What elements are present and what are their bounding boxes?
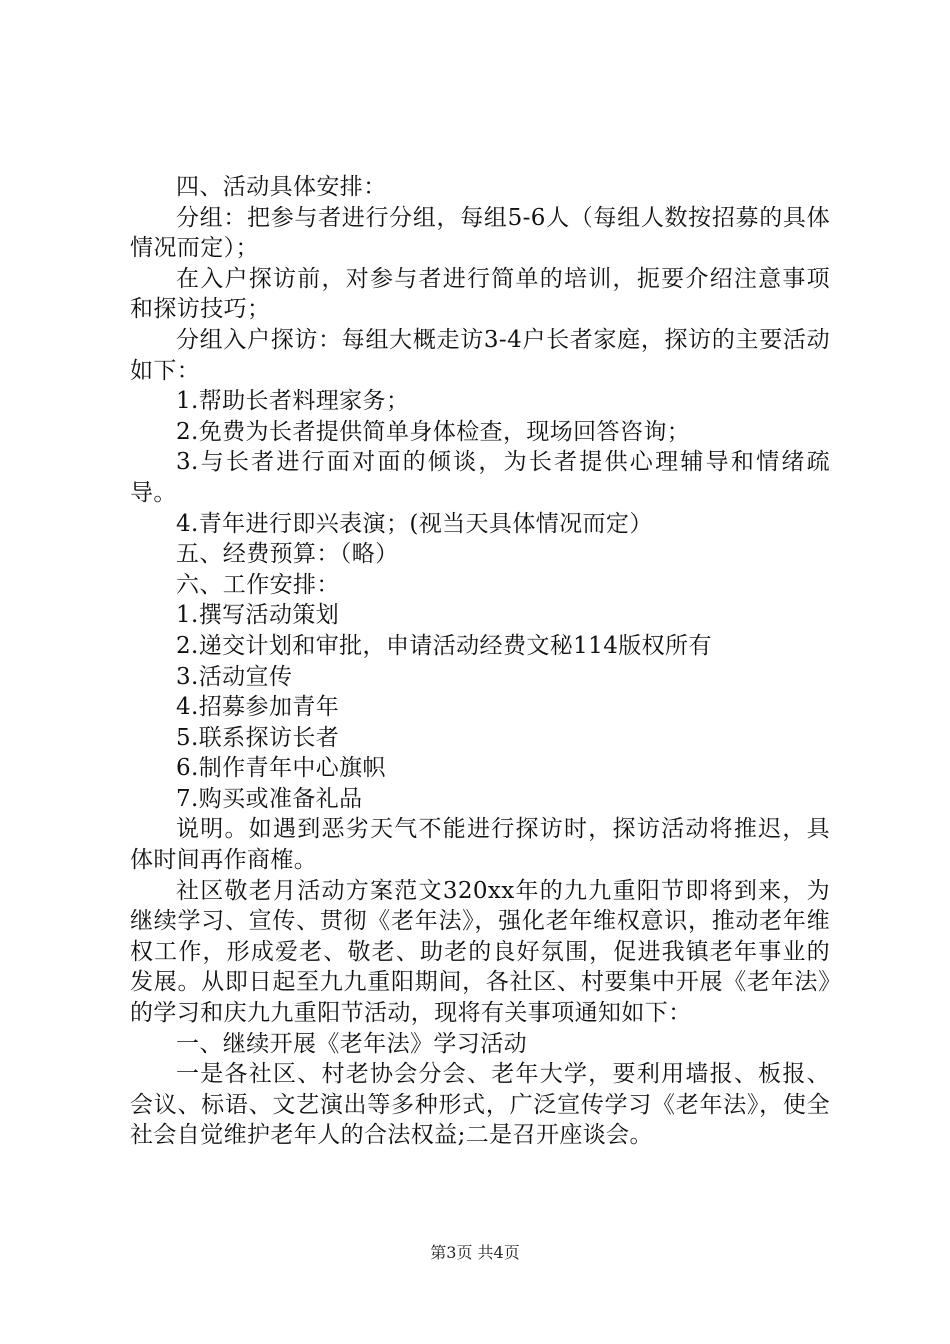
paragraph: 1.撰写活动策划 [176,602,340,629]
paragraph: 社区敬老月活动方案范文320xx年的九九重阳节即将到来，为继续学习、宣传、贯彻《老年法》，强化老年维权意识，推动老年维权工作，形成爱老、敬老、助老的良好氛围，促进我镇老年事业的发展。从即日起至九九重阳期间，各社区、村要集中开展《老年法》的学习和庆九九重阳节活动，现将有关事项通知如下： [130,877,830,1027]
paragraph: 在入户探访前，对参与者进行简单的培训，扼要介绍注意事项和探访技巧； [130,265,830,323]
paragraph: 分组入户探访：每组大概走访3-4户长者家庭，探访的主要活动如下： [130,326,830,384]
paragraph: 1.帮助长者料理家务； [176,388,410,415]
paragraph: 4.青年进行即兴表演；(视当天具体情况而定） [176,510,653,537]
paragraph: 五、经费预算：（略） [176,541,399,568]
paragraph: 一是各社区、村老协会分会、老年大学，要利用墙报、板报、会议、标语、文艺演出等多种形式，广泛宣传学习《老年法》，使全社会自觉维护老年人的合法权益;二是召开座谈会。 [130,1061,830,1149]
paragraph: 一、继续开展《老年法》学习活动 [176,1030,527,1057]
paragraph: 4.招募参加青年 [176,694,340,721]
paragraph: 六、工作安排： [176,571,340,598]
paragraph: 分组：把参与者进行分组，每组5-6人（每组人数按招募的具体情况而定）； [130,204,830,262]
paragraph: 7.购买或准备礼品 [176,785,363,812]
paragraph: 3.与长者进行面对面的倾谈，为长者提供心理辅导和情绪疏导。 [130,449,830,506]
paragraph: 6.制作青年中心旗帜 [176,755,386,782]
paragraph: 2.递交计划和审批，申请活动经费文秘114版权所有 [176,632,712,659]
document-body [130,172,830,1151]
paragraph: 3.活动宣传 [176,663,293,690]
paragraph: 2.免费为长者提供简单身体检查，现场回答咨询； [176,418,691,445]
paragraph: 四、活动具体安排： [176,174,387,200]
paragraph: 说明。如遇到恶劣天气不能进行探访时，探访活动将推迟，具体时间再作商榷。 [130,816,830,874]
page-number-footer: 第3页 共4页 [430,1243,520,1262]
paragraph: 5.联系探访长者 [176,724,340,751]
